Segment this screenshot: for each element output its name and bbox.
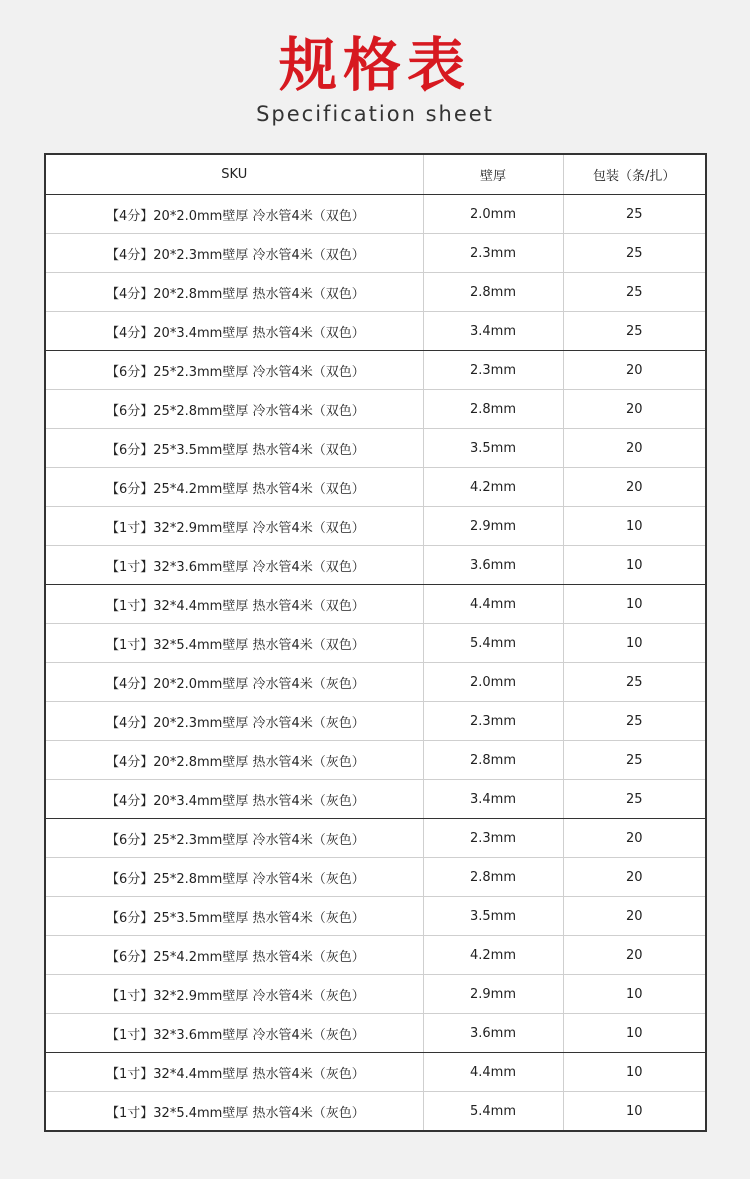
wall-thickness-cell: 2.3mm [423,234,563,273]
sku-cell: 【4分】20*2.0mm壁厚 冷水管4米（灰色） [45,663,423,702]
wall-thickness-cell: 2.3mm [423,702,563,741]
packaging-cell: 10 [563,975,706,1014]
packaging-cell: 20 [563,858,706,897]
sku-cell: 【4分】20*2.8mm壁厚 热水管4米（双色） [45,273,423,312]
packaging-cell: 10 [563,1053,706,1092]
wall-thickness-cell: 2.8mm [423,858,563,897]
wall-thickness-cell: 3.4mm [423,312,563,351]
sku-cell: 【6分】25*2.8mm壁厚 冷水管4米（灰色） [45,858,423,897]
packaging-cell: 25 [563,702,706,741]
wall-thickness-cell: 2.8mm [423,273,563,312]
packaging-cell: 25 [563,195,706,234]
packaging-cell: 20 [563,819,706,858]
header-packaging: 包装（条/扎） [563,154,706,195]
table-row [45,897,706,936]
table-row [45,429,706,468]
packaging-cell: 10 [563,624,706,663]
table-row [45,663,706,702]
packaging-cell: 10 [563,507,706,546]
packaging-cell: 25 [563,741,706,780]
sku-cell: 【6分】25*4.2mm壁厚 热水管4米（灰色） [45,936,423,975]
table-row [45,702,706,741]
wall-thickness-cell: 4.2mm [423,936,563,975]
wall-thickness-cell: 3.6mm [423,546,563,585]
table-row [45,858,706,897]
sku-cell: 【6分】25*2.3mm壁厚 冷水管4米（双色） [45,351,423,390]
wall-thickness-cell: 2.0mm [423,663,563,702]
packaging-cell: 20 [563,390,706,429]
sku-cell: 【4分】20*2.0mm壁厚 冷水管4米（双色） [45,195,423,234]
packaging-cell: 20 [563,351,706,390]
table-row [45,1092,706,1132]
table-row [45,546,706,585]
page-header [0,30,750,128]
spec-table-head [45,154,706,195]
table-row [45,351,706,390]
header-wall-thickness: 壁厚 [423,154,563,195]
sku-cell: 【1寸】32*4.4mm壁厚 热水管4米（灰色） [45,1053,423,1092]
packaging-cell: 25 [563,780,706,819]
header-sku: SKU [45,154,423,195]
table-row [45,624,706,663]
page-title: 规格表 [278,31,471,99]
table-row [45,312,706,351]
wall-thickness-cell: 3.5mm [423,897,563,936]
packaging-cell: 25 [563,663,706,702]
sku-cell: 【1寸】32*3.6mm壁厚 冷水管4米（双色） [45,546,423,585]
wall-thickness-cell: 2.8mm [423,741,563,780]
wall-thickness-cell: 2.0mm [423,195,563,234]
packaging-cell: 20 [563,468,706,507]
wall-thickness-cell: 4.4mm [423,1053,563,1092]
table-row [45,1014,706,1053]
page-subtitle: Specification sheet [256,102,494,126]
sku-cell: 【4分】20*2.8mm壁厚 热水管4米（灰色） [45,741,423,780]
sku-cell: 【4分】20*3.4mm壁厚 热水管4米（灰色） [45,780,423,819]
table-row [45,195,706,234]
packaging-cell: 20 [563,429,706,468]
packaging-cell: 10 [563,1014,706,1053]
packaging-cell: 20 [563,936,706,975]
wall-thickness-cell: 4.2mm [423,468,563,507]
table-row [45,1053,706,1092]
sku-cell: 【6分】25*4.2mm壁厚 热水管4米（双色） [45,468,423,507]
table-row [45,780,706,819]
sku-cell: 【6分】25*3.5mm壁厚 热水管4米（灰色） [45,897,423,936]
sku-cell: 【4分】20*2.3mm壁厚 冷水管4米（灰色） [45,702,423,741]
wall-thickness-cell: 2.3mm [423,819,563,858]
table-row [45,390,706,429]
header-row [45,154,706,195]
wall-thickness-cell: 2.9mm [423,975,563,1014]
wall-thickness-cell: 4.4mm [423,585,563,624]
sku-cell: 【1寸】32*5.4mm壁厚 热水管4米（灰色） [45,1092,423,1132]
table-row [45,585,706,624]
sku-cell: 【6分】25*2.3mm壁厚 冷水管4米（灰色） [45,819,423,858]
sku-cell: 【1寸】32*2.9mm壁厚 冷水管4米（双色） [45,507,423,546]
packaging-cell: 10 [563,1092,706,1132]
sku-cell: 【4分】20*3.4mm壁厚 热水管4米（双色） [45,312,423,351]
table-row [45,975,706,1014]
packaging-cell: 10 [563,546,706,585]
table-row [45,507,706,546]
table-row [45,741,706,780]
packaging-cell: 10 [563,585,706,624]
sku-cell: 【1寸】32*2.9mm壁厚 冷水管4米（灰色） [45,975,423,1014]
packaging-cell: 25 [563,234,706,273]
sku-cell: 【1寸】32*3.6mm壁厚 冷水管4米（灰色） [45,1014,423,1053]
sku-cell: 【1寸】32*5.4mm壁厚 热水管4米（双色） [45,624,423,663]
wall-thickness-cell: 3.6mm [423,1014,563,1053]
table-row [45,234,706,273]
sku-cell: 【6分】25*3.5mm壁厚 热水管4米（双色） [45,429,423,468]
spec-table-container [44,153,705,1132]
sku-cell: 【4分】20*2.3mm壁厚 冷水管4米（双色） [45,234,423,273]
table-row [45,273,706,312]
wall-thickness-cell: 2.9mm [423,507,563,546]
table-row [45,936,706,975]
wall-thickness-cell: 3.4mm [423,780,563,819]
wall-thickness-cell: 3.5mm [423,429,563,468]
spec-table [44,153,707,1132]
packaging-cell: 25 [563,273,706,312]
sku-cell: 【6分】25*2.8mm壁厚 冷水管4米（双色） [45,390,423,429]
table-row [45,819,706,858]
wall-thickness-cell: 2.8mm [423,390,563,429]
packaging-cell: 20 [563,897,706,936]
packaging-cell: 25 [563,312,706,351]
wall-thickness-cell: 2.3mm [423,351,563,390]
spec-table-body [45,195,706,1132]
sku-cell: 【1寸】32*4.4mm壁厚 热水管4米（双色） [45,585,423,624]
table-row [45,468,706,507]
wall-thickness-cell: 5.4mm [423,624,563,663]
wall-thickness-cell: 5.4mm [423,1092,563,1132]
